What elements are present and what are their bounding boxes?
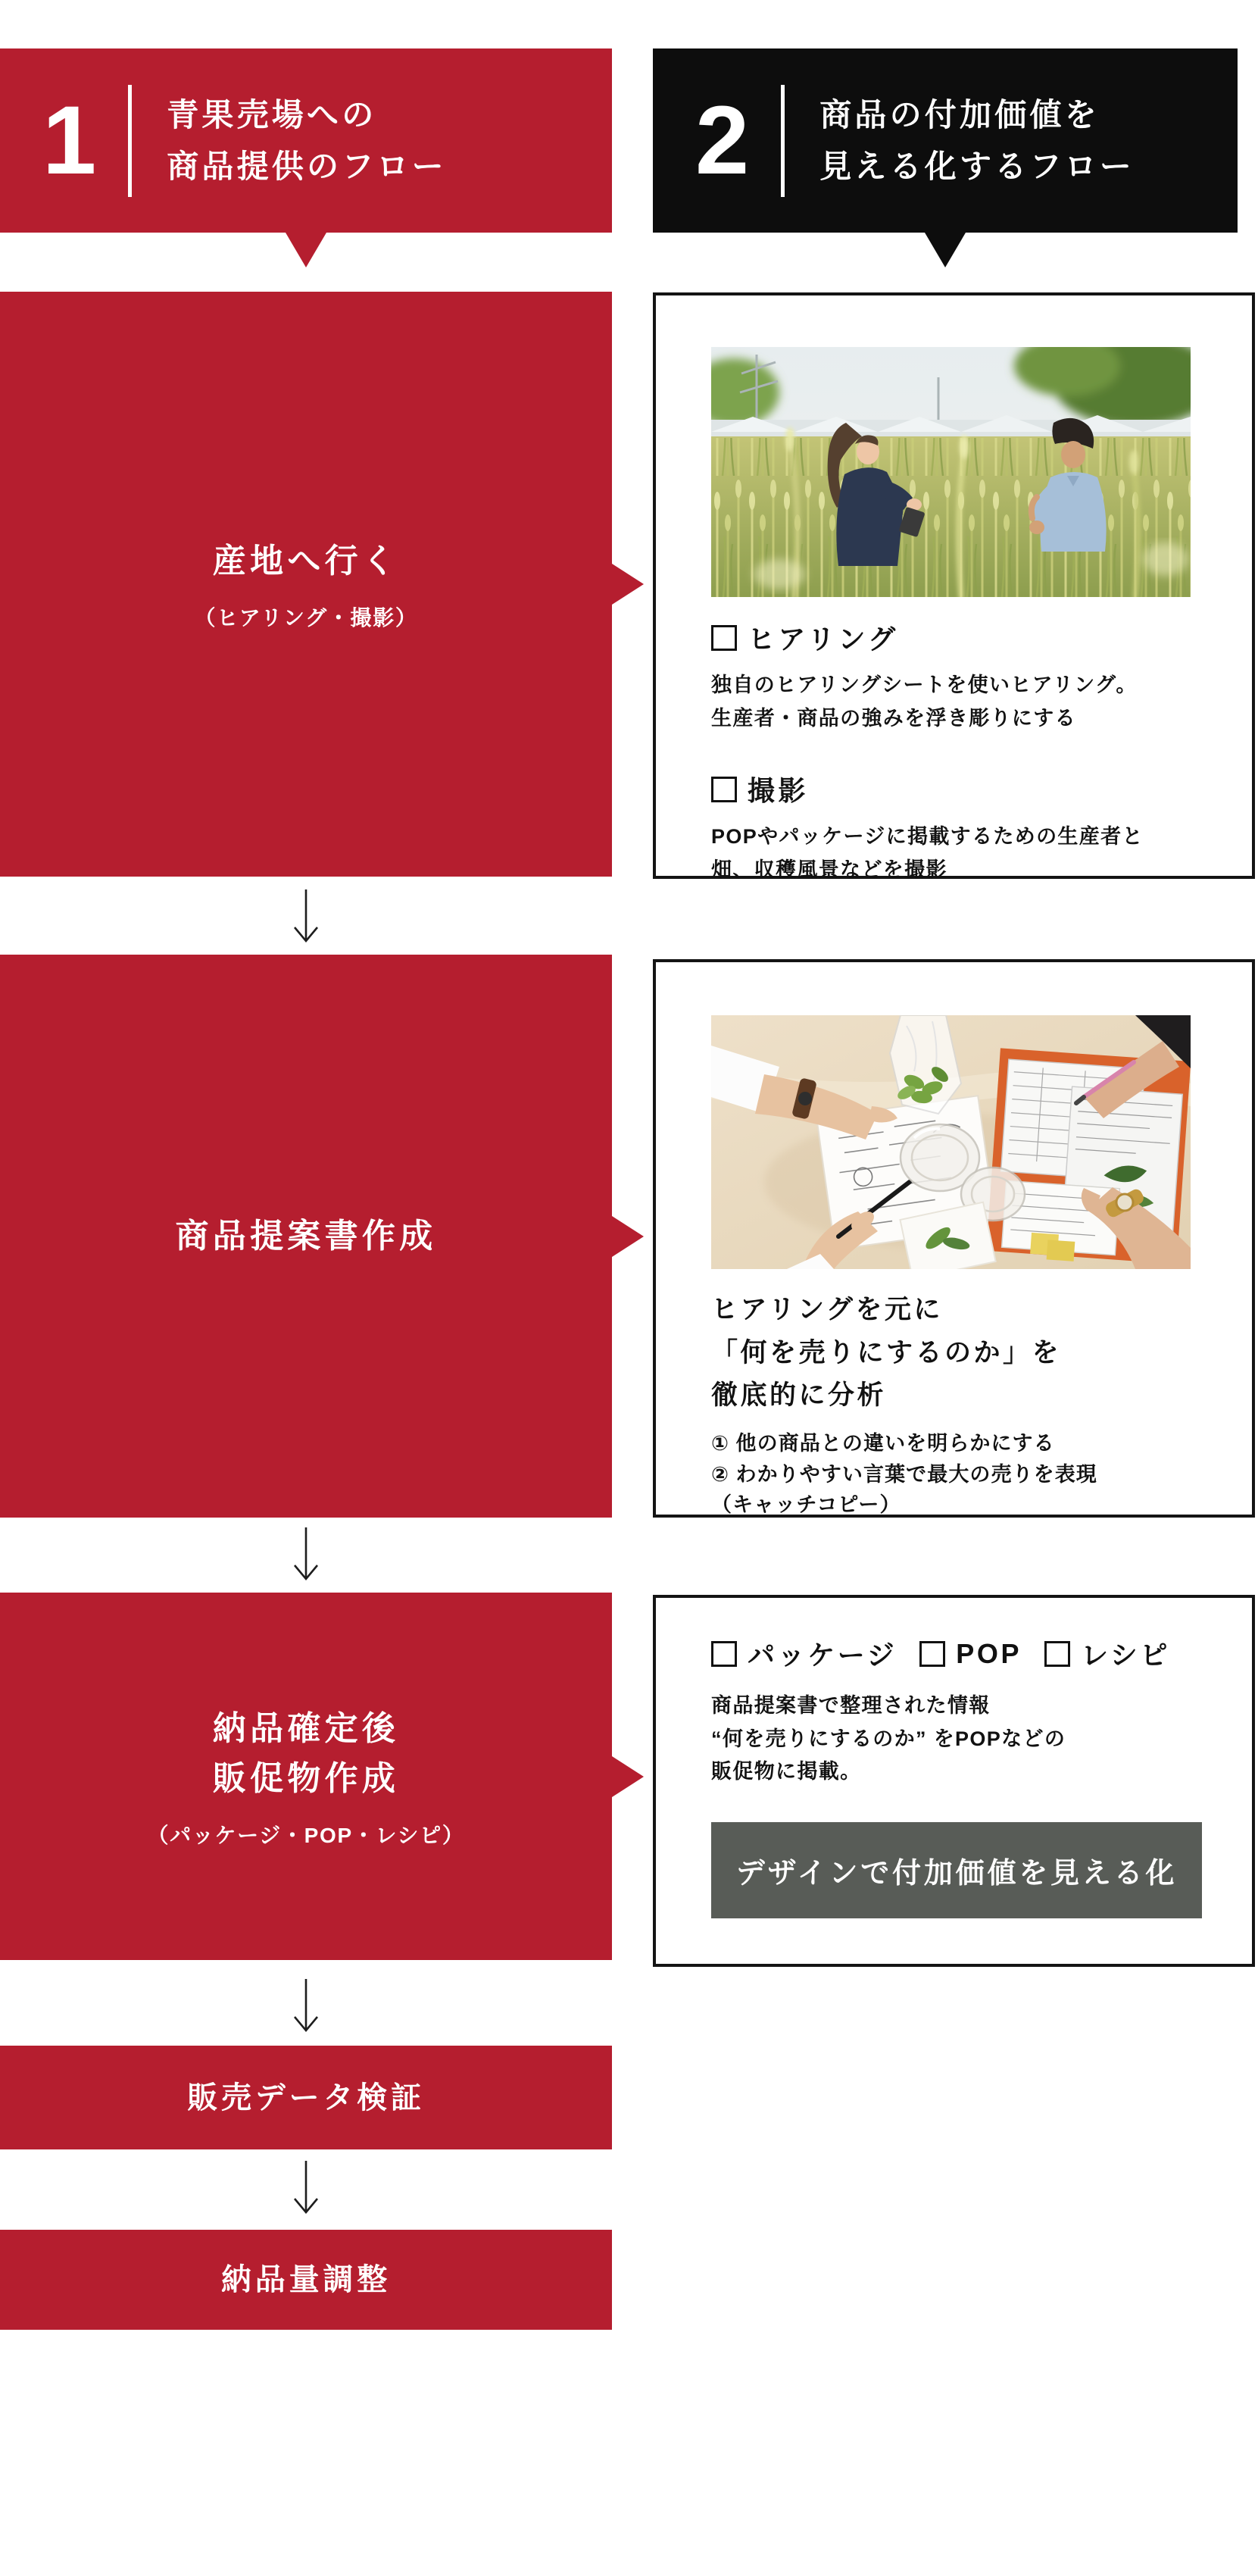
shooting-description-line-2: 畑、収穫風景などを撮影 bbox=[711, 858, 947, 882]
step-proposal-doc-title: 商品提案書作成 bbox=[175, 1217, 437, 1255]
analysis-point-3: （キャッチコピー） bbox=[711, 1493, 901, 1517]
down-arrow-icon bbox=[289, 1977, 323, 2034]
header-1-number: 1 bbox=[42, 86, 97, 195]
step-visit-farm-title: 産地へ行く bbox=[212, 542, 400, 580]
connector-triangle-icon bbox=[612, 564, 644, 605]
header-1-divider bbox=[128, 85, 132, 197]
recipe-item bbox=[1044, 1634, 1170, 1673]
card-promo-design bbox=[653, 1595, 1255, 1967]
hearing-description-line-2: 生産者・商品の強みを浮き彫りにする bbox=[711, 706, 1076, 730]
header-2-title-line-1: 商品の付加価値を bbox=[819, 97, 1100, 133]
header-2-title-line-2: 見える化するフロー bbox=[819, 148, 1135, 184]
shooting-description-line-1: POPやパッケージに掲載するための生産者と bbox=[711, 825, 1144, 849]
table-analysis-photo bbox=[711, 1015, 1191, 1269]
header-1-pointer-icon bbox=[286, 233, 326, 267]
analysis-heading bbox=[711, 1289, 1197, 1418]
step-sales-data-check-title: 販売データ検証 bbox=[187, 2080, 425, 2115]
shooting-label: 撮影 bbox=[748, 775, 809, 807]
connector-triangle-icon bbox=[612, 1216, 644, 1257]
step-promo-materials-title-line-2: 販促物作成 bbox=[212, 1759, 400, 1797]
step-promo-materials-subtitle: （パッケージ・POP・レシピ） bbox=[147, 1823, 465, 1847]
hearing-label: ヒアリング bbox=[748, 624, 899, 655]
field-interview-photo bbox=[711, 347, 1191, 597]
shooting-description bbox=[711, 821, 1197, 886]
header-1-title-line-1: 青果売場への bbox=[167, 97, 377, 133]
promo-description-line-1: 商品提案書で整理された情報 bbox=[711, 1694, 991, 1717]
checkbox-icon bbox=[711, 1641, 737, 1667]
header-2-number: 2 bbox=[695, 86, 750, 195]
analysis-heading-line-2: 「何を売りにするのか」を bbox=[711, 1337, 1062, 1368]
header-2-pointer-icon bbox=[925, 233, 966, 267]
step-sales-data-check bbox=[0, 2046, 612, 2149]
step-delivery-adjustment bbox=[0, 2230, 612, 2330]
package-label: パッケージ bbox=[748, 1640, 897, 1671]
checkbox-icon bbox=[919, 1641, 945, 1667]
card-hearing-and-shooting bbox=[653, 292, 1255, 882]
analysis-heading-line-1: ヒアリングを元に bbox=[711, 1295, 943, 1324]
checkbox-icon bbox=[711, 777, 737, 802]
down-arrow-icon bbox=[289, 2159, 323, 2215]
step-proposal-doc bbox=[0, 955, 612, 1518]
pop-item bbox=[919, 1638, 1022, 1670]
header-2-divider bbox=[781, 85, 785, 197]
promo-items-heading bbox=[711, 1634, 1197, 1673]
header-1-title-line-2: 商品提供のフロー bbox=[167, 148, 447, 184]
promo-description bbox=[711, 1690, 1197, 1789]
hearing-description-line-1: 独自のヒアリングシートを使いヒアリング。 bbox=[711, 674, 1138, 696]
promo-description-line-3: 販促物に掲載。 bbox=[711, 1760, 862, 1784]
analysis-heading-line-3: 徹底的に分析 bbox=[711, 1380, 887, 1411]
shooting-section-heading bbox=[711, 770, 1197, 808]
step-visit-farm bbox=[0, 292, 612, 877]
step-visit-farm-subtitle: （ヒアリング・撮影） bbox=[194, 606, 418, 630]
analysis-points bbox=[711, 1428, 1197, 1521]
header-flow-2 bbox=[653, 48, 1238, 233]
hearing-section-heading bbox=[711, 618, 1197, 657]
checkbox-icon bbox=[1044, 1641, 1070, 1667]
analysis-point-1: ① 他の商品との違いを明らかにする bbox=[711, 1432, 1055, 1455]
step-promo-materials-title bbox=[213, 1704, 399, 1804]
header-1-title bbox=[167, 89, 447, 191]
promo-description-line-2: “何を売りにするのか” をPOPなどの bbox=[711, 1727, 1066, 1750]
header-flow-1 bbox=[0, 48, 612, 233]
down-arrow-icon bbox=[289, 1526, 323, 1582]
step-promo-materials bbox=[0, 1593, 612, 1960]
step-promo-materials-title-line-1: 納品確定後 bbox=[212, 1709, 400, 1747]
down-arrow-icon bbox=[289, 888, 323, 944]
card-analysis bbox=[653, 959, 1255, 1518]
visualize-with-design-banner: デザインで付加価値を見える化 bbox=[711, 1822, 1202, 1918]
recipe-label: レシピ bbox=[1081, 1640, 1171, 1671]
step-delivery-adjustment-title: 納品量調整 bbox=[221, 2263, 391, 2296]
analysis-point-2: ② わかりやすい言葉で最大の売りを表現 bbox=[711, 1462, 1097, 1486]
checkbox-icon bbox=[711, 625, 737, 651]
connector-triangle-icon bbox=[612, 1756, 644, 1797]
pop-label: POP bbox=[956, 1637, 1022, 1669]
package-item bbox=[711, 1634, 897, 1673]
hearing-description bbox=[711, 669, 1197, 735]
header-2-title bbox=[819, 89, 1135, 191]
